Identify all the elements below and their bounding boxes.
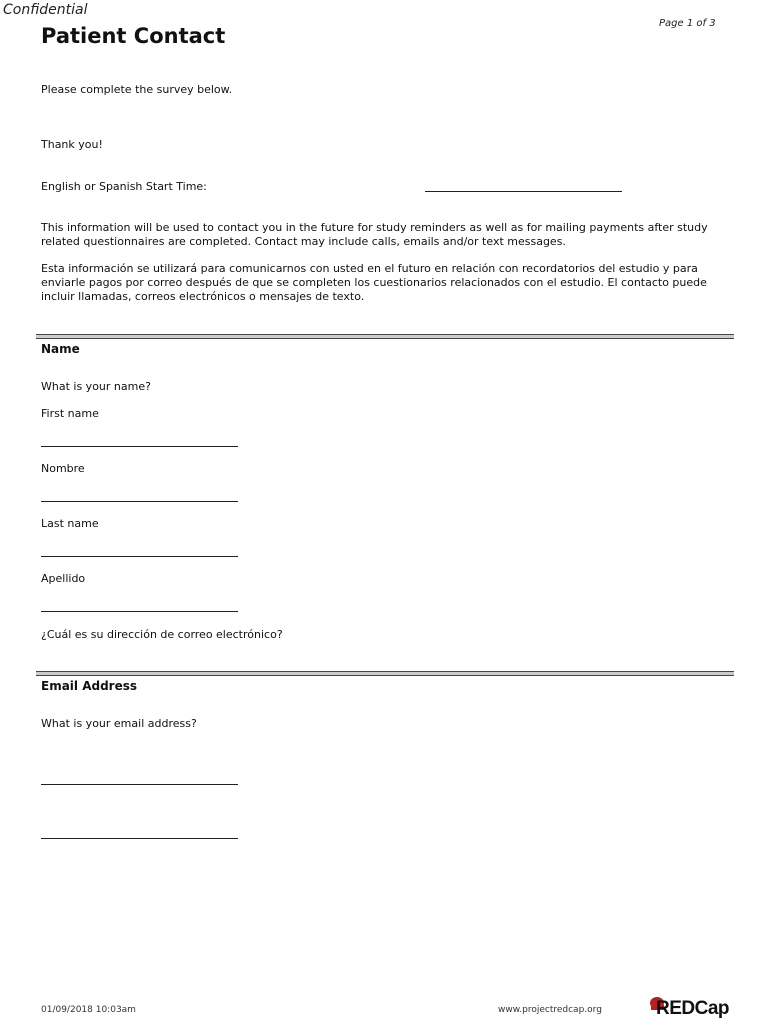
nombre-field[interactable] <box>41 501 238 502</box>
footer-datetime: 01/09/2018 10:03am <box>41 1005 136 1015</box>
name-section-title: Name <box>41 342 80 356</box>
nombre-label: Nombre <box>41 462 85 475</box>
email-question: What is your email address? <box>41 717 197 730</box>
redcap-logo-text: REDCap <box>656 998 730 1019</box>
page-indicator: Page 1 of 3 <box>659 18 716 29</box>
apellido-label: Apellido <box>41 572 86 585</box>
page-title: Patient Contact <box>41 24 226 48</box>
email-section-title: Email Address <box>41 679 138 693</box>
info-spanish-text: Esta información se utilizará para comunicarnos con usted en el futuro en relación con recordatorios del estudio y para enviarle pagos por correo después de que se completen los cuestionarios relacionados con el estudio. El contacto puede incluir llamadas, correos electrónicos o mensajes de texto. <box>41 262 707 303</box>
instructions-text: Please complete the survey below. <box>41 83 233 96</box>
footer-url: www.projectredcap.org <box>498 1005 602 1015</box>
confidential-label: Confidential <box>3 2 88 18</box>
email-field[interactable] <box>41 784 238 785</box>
email-field-spanish[interactable] <box>41 838 238 839</box>
start-time-label: English or Spanish Start Time: <box>41 180 207 193</box>
info-english-text: This information will be used to contact you in the future for study reminders as well as for mailing payments after study related questionnaires are completed. Contact may include calls, emails and/or text messages. <box>41 221 708 248</box>
start-time-field[interactable] <box>425 191 622 192</box>
apellido-field[interactable] <box>41 611 238 612</box>
name-question: What is your name? <box>41 380 151 393</box>
section-divider-email <box>36 671 734 676</box>
email-question-spanish: ¿Cuál es su dirección de correo electrónico? <box>41 628 283 641</box>
section-divider-name <box>36 334 734 339</box>
first-name-label: First name <box>41 407 99 420</box>
first-name-field[interactable] <box>41 446 238 447</box>
last-name-field[interactable] <box>41 556 238 557</box>
redcap-logo <box>648 996 738 1022</box>
last-name-label: Last name <box>41 517 99 530</box>
thank-you-text: Thank you! <box>41 138 103 151</box>
